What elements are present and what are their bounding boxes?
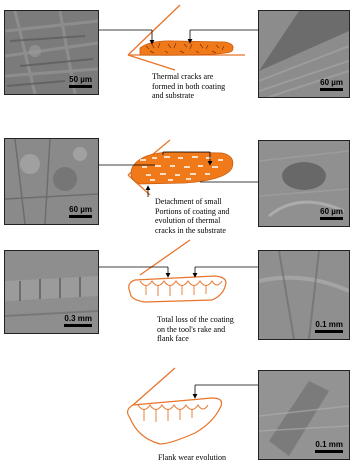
stage-2-left-micrograph bbox=[4, 138, 99, 225]
stage-3-left-scale-label: 0.3 mm bbox=[64, 314, 92, 323]
stage-2-caption-line: Detachment of small bbox=[155, 197, 222, 206]
stage-1-caption-line: Thermal cracks are bbox=[152, 72, 214, 81]
stage-1-left-scale-bar bbox=[69, 75, 92, 88]
stage-3-caption-line: flank face bbox=[157, 334, 189, 343]
stage-3-right-micrograph bbox=[258, 250, 350, 340]
stage-2-caption-line: Portions of coating and bbox=[155, 206, 230, 216]
stage-3-caption-line: Total loss of the coating bbox=[157, 315, 234, 324]
stage-2-caption-line: cracks in the substrate bbox=[155, 225, 226, 235]
stage-3-caption bbox=[157, 315, 234, 344]
stage-2-right-scale-label: 60 µm bbox=[320, 207, 343, 216]
stage-3-right-scale-bar bbox=[315, 320, 343, 333]
stage-3-right-scale-label: 0.1 mm bbox=[315, 320, 343, 329]
stage-4-sketch bbox=[128, 368, 222, 444]
stage-1-left-micrograph bbox=[4, 10, 99, 95]
stage-1-left-scale-label: 50 µm bbox=[69, 75, 92, 84]
stage-1-caption-line: formed in both coating bbox=[152, 81, 226, 91]
stage-2-sketch bbox=[128, 140, 233, 195]
stage-1-right-micrograph bbox=[258, 10, 350, 98]
stage-3-caption-line: on the tool's rake and bbox=[157, 324, 226, 334]
stage-3-sketch bbox=[129, 240, 226, 302]
stage-2-left-scale-label: 60 µm bbox=[69, 205, 92, 214]
stage-1-right-scale-label: 60 µm bbox=[320, 78, 343, 87]
stage-2-left-scale-bar bbox=[69, 205, 92, 218]
stage-4-right-scale-label: 0.1 mm bbox=[315, 440, 343, 449]
stage-4-right-micrograph bbox=[258, 370, 350, 460]
stage-1-caption-line: and substrate bbox=[152, 91, 194, 100]
stage-1-right-scale-bar bbox=[320, 78, 343, 91]
stage-3-left-micrograph bbox=[4, 250, 99, 334]
stage-2-right-scale-bar bbox=[320, 207, 343, 220]
stage-2-right-micrograph bbox=[258, 140, 350, 227]
stage-1-caption bbox=[152, 72, 225, 101]
stage-4-caption-line: Flank wear evolution bbox=[158, 453, 226, 462]
stage-4-right-scale-bar bbox=[315, 440, 343, 453]
stage-3-left-scale-bar bbox=[64, 314, 92, 327]
stage-1-sketch bbox=[128, 5, 245, 70]
stage-2-caption-line: evolution of thermal bbox=[155, 216, 221, 225]
stage-2-caption bbox=[155, 197, 229, 235]
stage-4-caption bbox=[158, 453, 226, 463]
